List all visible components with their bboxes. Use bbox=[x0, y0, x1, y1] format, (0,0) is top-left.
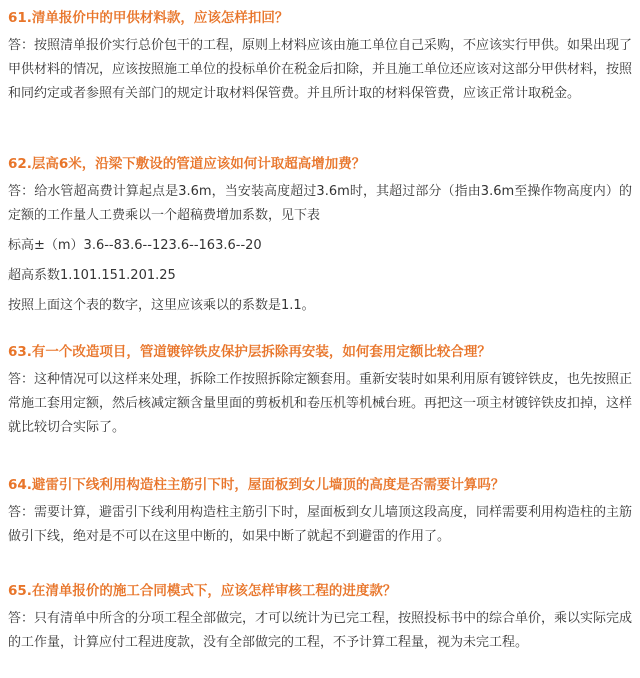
answer-61: 答：按照清单报价实行总价包干的工程，原则上材料应该由施工单位自己采购，不应该实行甲供。如果出现了甲供材料的情况，应该按照施工单位的投标单价在税金后扣除，并且施工单位还应该对这部分甲供材料，按照和同约定或者参照有关部门的规定计取材料保管费。并且所计取的材料保管费，应该正常计取税金。 bbox=[8, 38, 633, 101]
answer-64: 答：需要计算，避雷引下线利用构造柱主筋引下时，屋面板到女儿墙顶这段高度，同样需要利用构造柱的主筋做引下线，绝对是不可以在这里中断的，如果中断了就起不到避雷的作用了。 bbox=[8, 505, 633, 544]
answer-65: 答：只有清单中所含的分项工程全部做完，才可以统计为已完工程，按照投标书中的综合单价，乘以实际完成的工作量，计算应付工程进度款，没有全部做完的工程，不予计算工程量，视为未完工程。 bbox=[8, 611, 633, 650]
qa-item-64 bbox=[8, 473, 632, 549]
question-61: 61.清单报价中的甲供材料款，应该怎样扣回？ bbox=[8, 10, 289, 26]
qa-item-62 bbox=[8, 152, 632, 318]
qa-item-63 bbox=[8, 340, 632, 440]
question-65: 65.在清单报价的施工合同模式下，应该怎样审核工程的进度款？ bbox=[8, 583, 397, 599]
question-62: 62.层高6米，沿梁下敷设的管道应该如何计取超高增加费？ bbox=[8, 156, 366, 172]
answer-63: 答：这种情况可以这样来处理，拆除工作按照拆除定额套用。重新安装时如果利用原有镀锌铁皮，也先按照正常施工套用定额，然后核减定额含量里面的剪板机和卷压机等机械台班。再把这一项主材镀锌铁皮扣掉，这样就比较切合实际了。 bbox=[8, 372, 633, 435]
coefficient-row: 超高系数1.101.151.201.25 bbox=[8, 268, 176, 283]
question-64: 64.避雷引下线利用构造柱主筋引下时，屋面板到女儿墙顶的高度是否需要计算吗？ bbox=[8, 477, 505, 493]
qa-item-65 bbox=[8, 579, 632, 655]
answer-62-conclusion: 按照上面这个表的数字，这里应该乘以的系数是1.1。 bbox=[8, 298, 315, 313]
qa-item-61 bbox=[8, 6, 632, 106]
question-63: 63.有一个改造项目，管道镀锌铁皮保护层拆除再安装，如何套用定额比较合理？ bbox=[8, 344, 491, 360]
elevation-row: 标高±（m）3.6--83.6--123.6--163.6--20 bbox=[8, 238, 262, 253]
answer-62: 答：给水管超高费计算起点是3.6m，当安装高度超过3.6m时，其超过部分（指由3.6m至操作物高度内）的定额的工作量人工费乘以一个超稿费增加系数，见下表 bbox=[8, 184, 632, 223]
